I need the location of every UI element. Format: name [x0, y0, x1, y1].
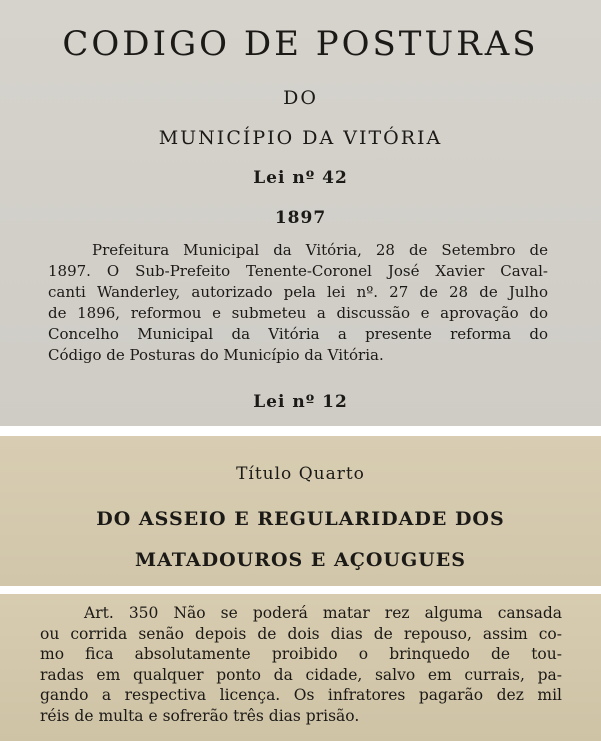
- intro-line: 1897. O Sub-Prefeito Tenente-Coronel José Xavier Caval-: [48, 262, 548, 280]
- intro-paragraph: [48, 240, 548, 366]
- intro-line: canti Wanderley, autorizado pela lei nº. 27 de 28 de Julho: [48, 283, 548, 301]
- section-title: Título Quarto: [236, 464, 365, 484]
- article-line: radas em qualquer ponto da cidade, salvo em currais, pa-: [40, 665, 562, 684]
- intro-line: Código de Posturas do Município da Vitória.: [48, 346, 384, 364]
- article-line: ou corrida senão depois de dois dias de repouso, assim co-: [40, 624, 562, 643]
- municipality-name: MUNICÍPIO DA VITÓRIA: [158, 127, 443, 149]
- article-line: Art. 350 Não se poderá matar rez alguma cansada: [84, 604, 562, 622]
- intro-line: de 1896, reformou e submeteu a discussão e aprovação do: [48, 304, 548, 322]
- intro-line: Prefeitura Municipal da Vitória, 28 de Setembro de: [92, 241, 548, 259]
- intro-line: Concelho Municipal da Vitória a presente reforma do: [48, 325, 548, 343]
- section-heading-line-1: DO ASSEIO E REGULARIDADE DOS: [96, 508, 505, 530]
- law-year: 1897: [274, 208, 327, 228]
- article-paragraph: [40, 603, 562, 726]
- article-line: réis de multa e sofrerão três dias prisão.: [40, 706, 360, 725]
- law-number: Lei nº 42: [253, 168, 348, 188]
- document-title: CODIGO DE POSTURAS: [62, 24, 539, 64]
- law-footer: Lei nº 12: [253, 392, 348, 412]
- article-line: mo fica absolutamente proibido o brinquedo de tou-: [40, 645, 562, 663]
- title-preposition: DO: [283, 87, 318, 109]
- section-heading-line-2: MATADOUROS E AÇOUGUES: [135, 549, 466, 571]
- article-line: gando a respectiva licença. Os infratores pagarão dez mil: [40, 686, 562, 704]
